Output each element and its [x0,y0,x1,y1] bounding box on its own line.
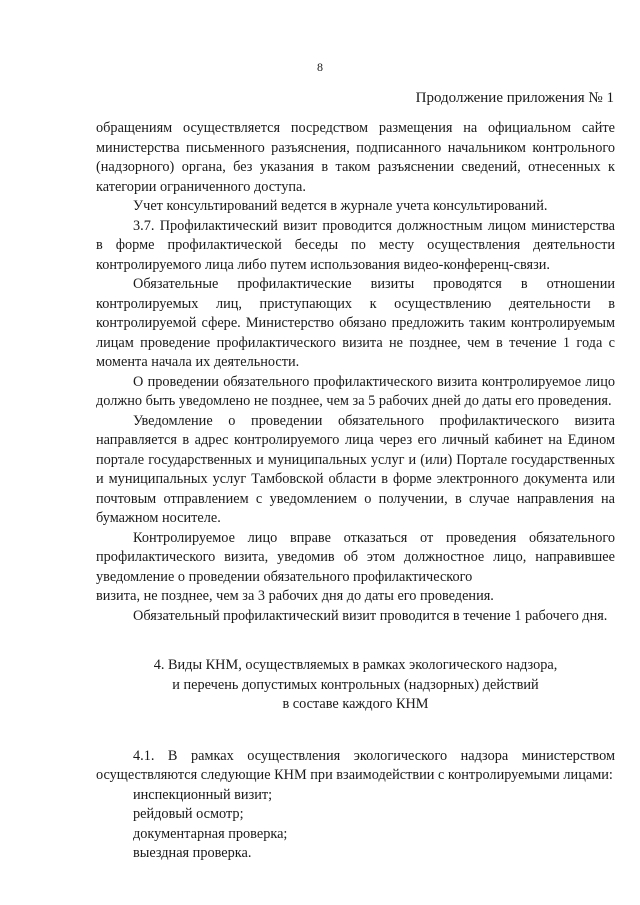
paragraph: О проведении обязательного профилактического визита контролируемое лицо должно быть уведомлено не позднее, чем за 5 рабочих дней до даты его проведения. [96,373,615,409]
paragraph: визита, не позднее, чем за 3 рабочих дня до даты его проведения. [96,588,494,604]
list-item: документарная проверка; [133,825,288,842]
paragraph: Учет консультирований ведется в журнале учета консультирований. [133,198,548,214]
paragraph: Уведомление о проведении обязательного профилактического визита направляется в адрес контролируемого лица через его личный кабинет на Едином портале государственных и муниципальных услуг и (или) Портале государственных и муниципальных услуг Тамбовской области в форме электронного документа или почтовым отправлением с уведомлением о получении, в случае направления на бумажном носителе. [96,412,615,526]
list-item: инспекционный визит; [133,786,273,803]
paragraph: обращениям осуществляется посредством размещения на официальном сайте министерства письменного разъяснения, подписанного начальником контрольного (надзорного) органа, без указания в таком разъяснении сведений, отнесенных к категории ограниченного доступа. [96,120,615,195]
paragraph: Обязательные профилактические визиты проводятся в отношении контролируемых лиц, приступающих к осуществлению деятельности в контролируемой сфере. Министерство обязано предложить таким контролируемым лицам проведение профилактического визита не позднее, чем в течение 1 года с момента начала их деятельности. [96,276,615,370]
paragraph: 3.7. Профилактический визит проводится должностным лицом министерства в форме профилактической беседы по месту осуществления деятельности контролируемого лица либо путем использования видео-конференц-связи. [96,217,615,273]
appendix-continuation-label: Продолжение приложения № 1 [415,90,614,106]
paragraph: Контролируемое лицо вправе отказаться от проведения обязательного профилактического визита, уведомив об этом должностное лицо, направившее уведомление о проведении обязательного профилактического [96,529,615,585]
section-heading-line: и перечень допустимых контрольных (надзорных) действий [172,676,539,693]
list-item: выездная проверка. [133,845,252,861]
page-number: 8 [317,60,323,74]
knm-list [96,786,615,864]
section-heading-line: 4. Виды КНМ, осуществляемых в рамках экологического надзора, [153,657,558,673]
document-body [96,119,615,864]
section-intro-paragraph: 4.1. В рамках осуществления экологического надзора министерством осуществляются следующие КНМ при взаимодействии с контролируемыми лицами: [96,747,615,783]
list-item: рейдовый осмотр; [133,806,244,822]
section-heading [96,656,615,715]
paragraph: Обязательный профилактический визит проводится в течение 1 рабочего дня. [133,607,608,624]
section-heading-line: в составе каждого КНМ [282,696,429,712]
